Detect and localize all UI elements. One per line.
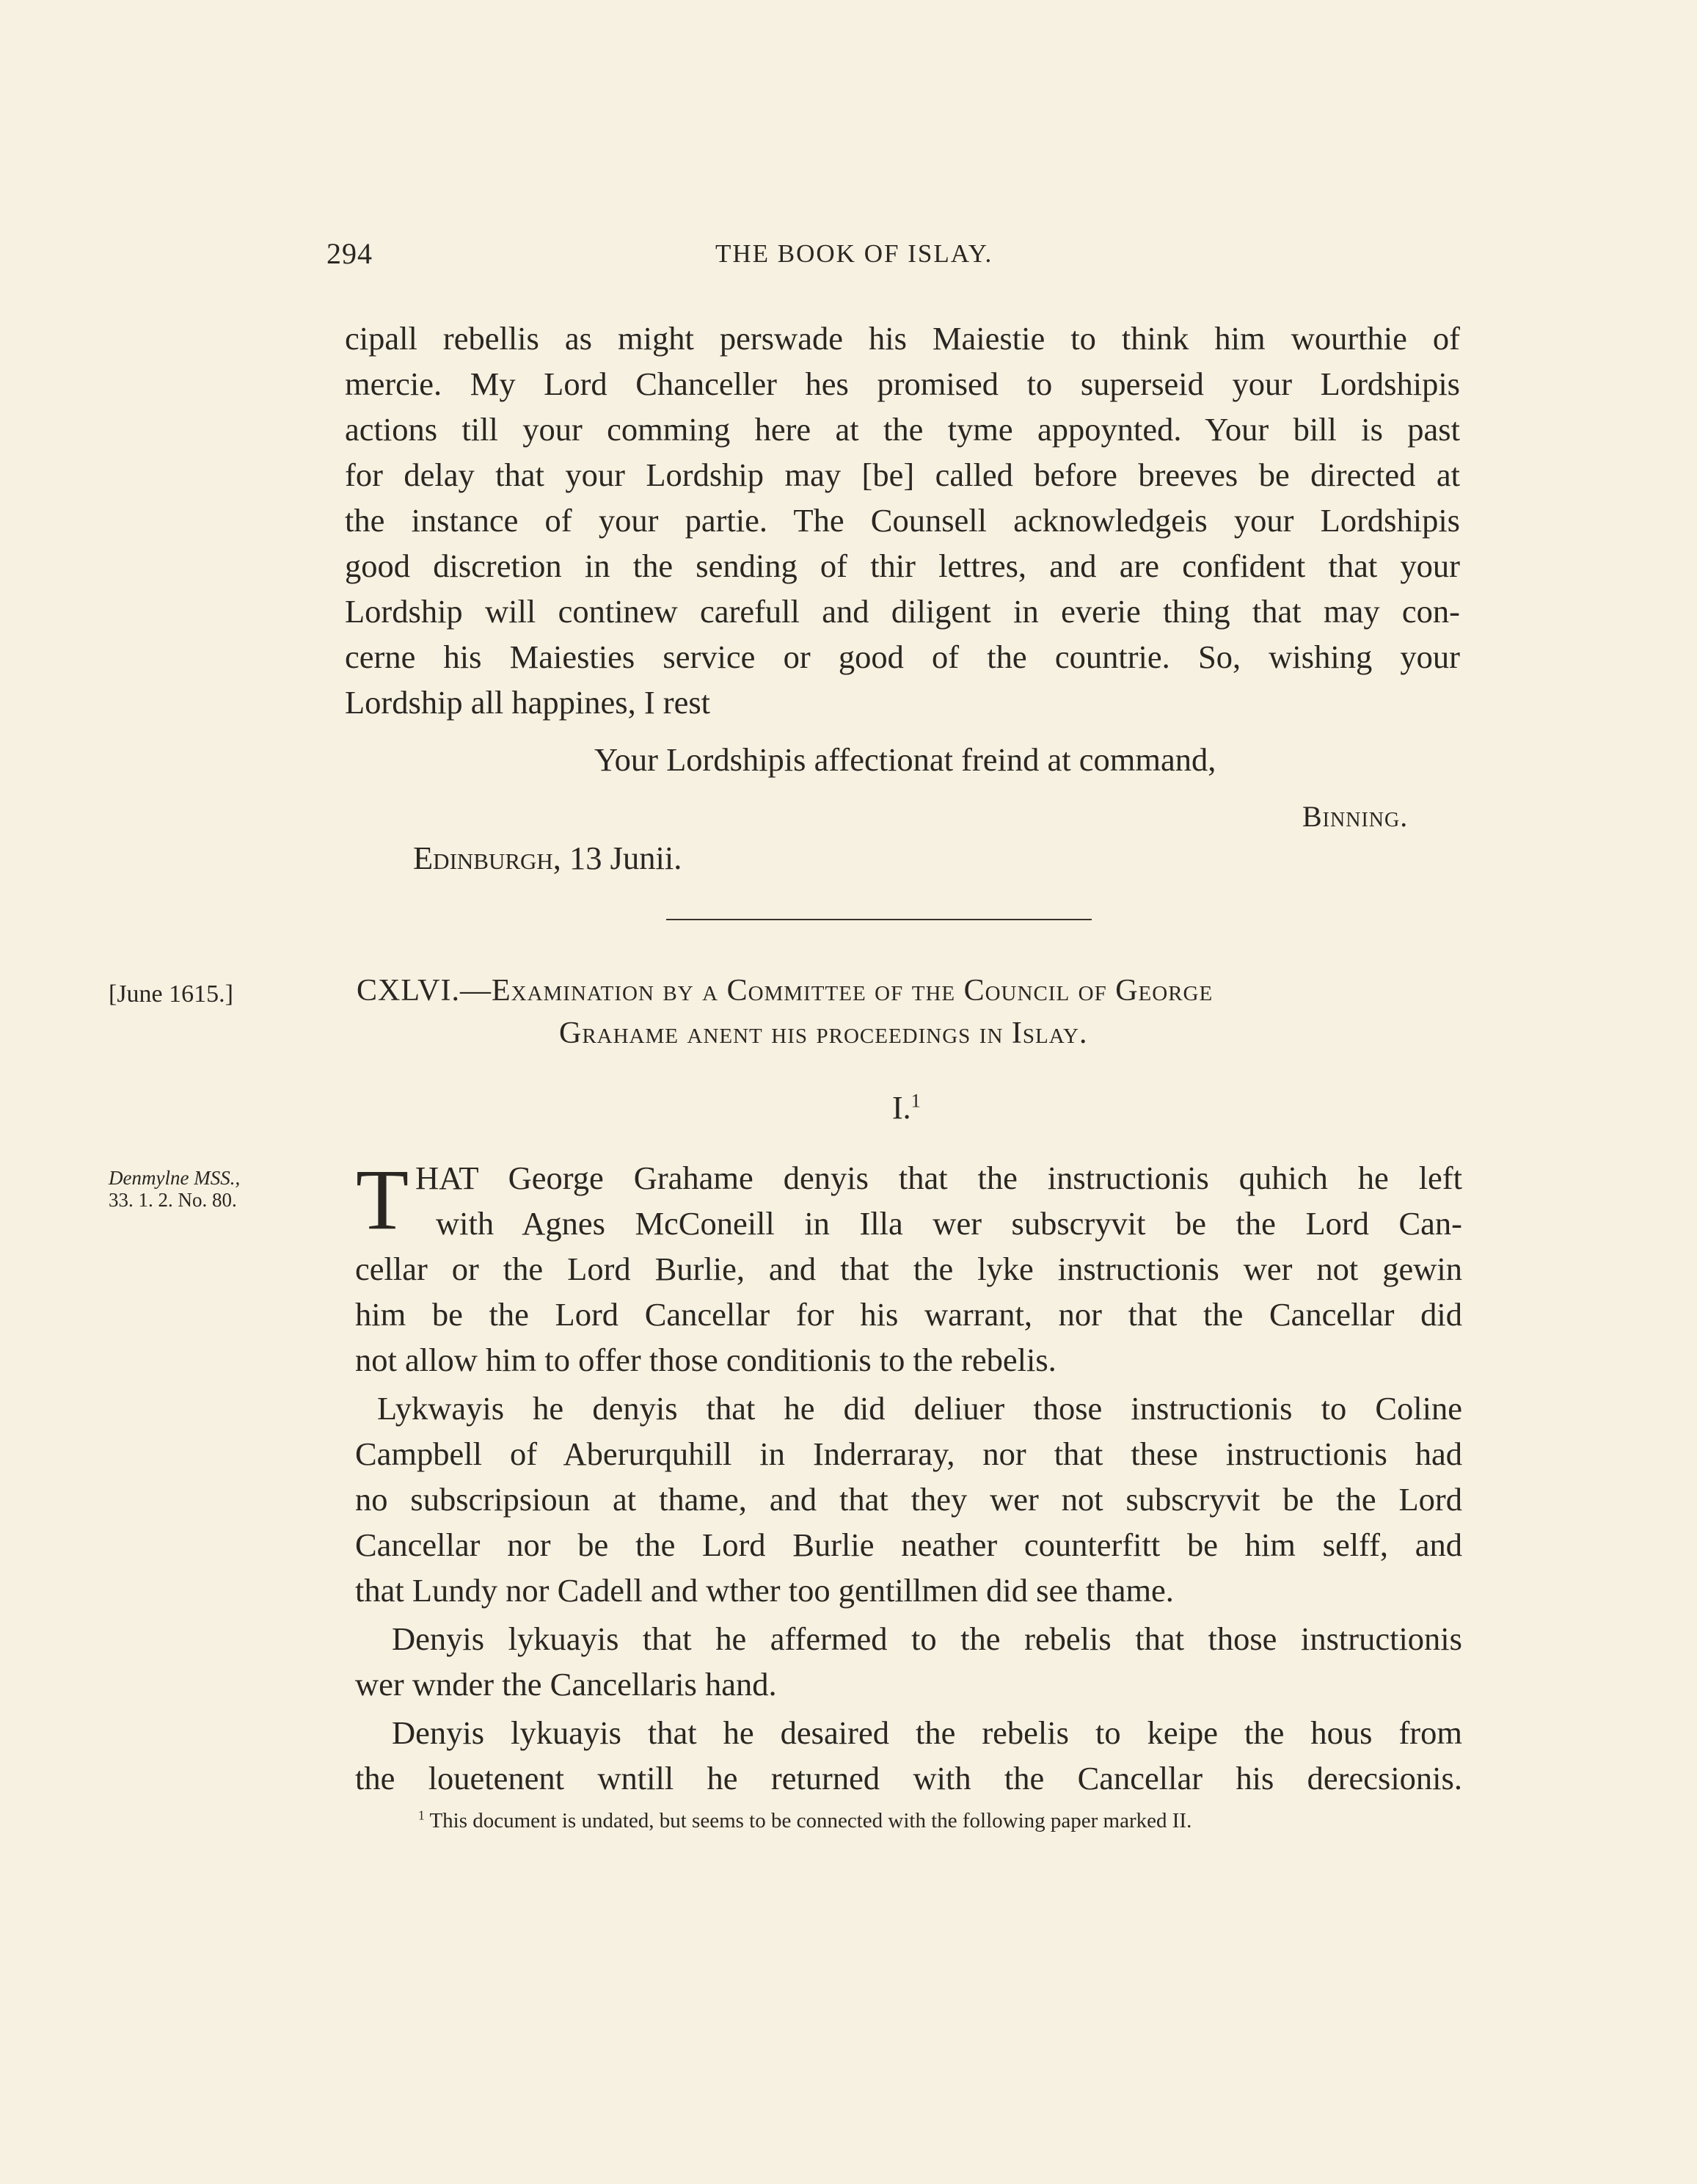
footnote-text: This document is undated, but seems to be connected with the following paper marked II. bbox=[429, 1809, 1192, 1832]
document-line: that Lundy nor Cadell and wther too gentillmen did see thame. bbox=[355, 1572, 1174, 1609]
letter-line: good discretion in the sending of thir lettres, and are confident that your bbox=[345, 547, 1460, 584]
document-line: with Agnes McConeill in Illa wer subscryvit be the Lord Can- bbox=[436, 1205, 1462, 1242]
book-title: THE BOOK OF ISLAY. bbox=[715, 239, 993, 268]
document-line: not allow him to offer those conditionis to the rebelis. bbox=[355, 1342, 1056, 1378]
document-line: him be the Lord Cancellar for his warrant, nor that the Cancellar did bbox=[355, 1296, 1462, 1333]
letter-line: cipall rebellis as might perswade his Maiestie to think him wourthie of bbox=[345, 320, 1460, 357]
letter-closing: Your Lordshipis affectionat freind at command, bbox=[594, 741, 1216, 778]
letter-line: the instance of your partie. The Counsell acknowledgeis your Lordshipis bbox=[345, 502, 1460, 539]
footnote-marker: 1 bbox=[418, 1808, 425, 1823]
section-heading bbox=[357, 973, 1213, 1008]
letter-signature: Binning. bbox=[1302, 800, 1409, 833]
document-line: the louetenent wntill he returned with the Cancellar his derecsionis. bbox=[355, 1760, 1462, 1797]
margin-date: [June 1615.] bbox=[109, 980, 233, 1008]
section-divider bbox=[666, 919, 1092, 920]
section-title-line1: —Examination by a Committee of the Council of George bbox=[459, 974, 1214, 1008]
letter-line: mercie. My Lord Chanceller hes promised to superseid your Lordshipis bbox=[345, 365, 1460, 402]
margin-source-ref: 33. 1. 2. No. 80. bbox=[109, 1189, 237, 1211]
letter-line: Lordship will continew carefull and diligent in everie thing that may con- bbox=[345, 593, 1460, 630]
document-line: Cancellar nor be the Lord Burlie neather counterfitt be him selff, and bbox=[355, 1526, 1462, 1563]
document-line: Denyis lykuayis that he desaired the rebelis to keipe the hous from bbox=[392, 1714, 1462, 1751]
section-number: CXLVI. bbox=[357, 974, 460, 1008]
document-line: Denyis lykuayis that he affermed to the rebelis that those instructionis bbox=[392, 1620, 1462, 1657]
letter-date: 13 Junii. bbox=[569, 840, 682, 876]
page-number: 294 bbox=[326, 237, 373, 270]
margin-source-title: Denmylne MSS., bbox=[109, 1167, 241, 1189]
footnote bbox=[418, 1809, 1191, 1833]
letter-line: for delay that your Lordship may [be] called before breeves be directed at bbox=[345, 456, 1460, 493]
part-number: I. bbox=[892, 1090, 911, 1126]
document-line: no subscripsioun at thame, and that they wer not subscryvit be the Lord bbox=[355, 1481, 1462, 1518]
footnote-ref: 1 bbox=[910, 1089, 921, 1112]
document-line: HAT George Grahame denyis that the instructionis quhich he left bbox=[415, 1160, 1462, 1196]
drop-cap: T bbox=[356, 1151, 409, 1248]
letter-line: cerne his Maiesties service or good of the countrie. So, wishing your bbox=[345, 638, 1460, 675]
document-line: Lykwayis he denyis that he did deliuer those instructionis to Coline bbox=[377, 1390, 1462, 1427]
part-label bbox=[892, 1089, 921, 1126]
letter-line: actions till your comming here at the tyme appoynted. Your bill is past bbox=[345, 411, 1460, 448]
letter-dateline bbox=[413, 835, 682, 881]
letter-place: Edinburgh, bbox=[413, 840, 561, 876]
letter-line: Lordship all happines, I rest bbox=[345, 684, 711, 721]
document-line: cellar or the Lord Burlie, and that the lyke instructionis wer not gewin bbox=[355, 1251, 1462, 1287]
section-title-line2: Grahame anent his proceedings in Islay. bbox=[559, 1016, 1088, 1050]
document-line: Campbell of Aberurquhill in Inderraray, nor that these instructionis had bbox=[355, 1435, 1462, 1472]
margin-source bbox=[109, 1167, 240, 1211]
document-line: wer wnder the Cancellaris hand. bbox=[355, 1666, 777, 1703]
